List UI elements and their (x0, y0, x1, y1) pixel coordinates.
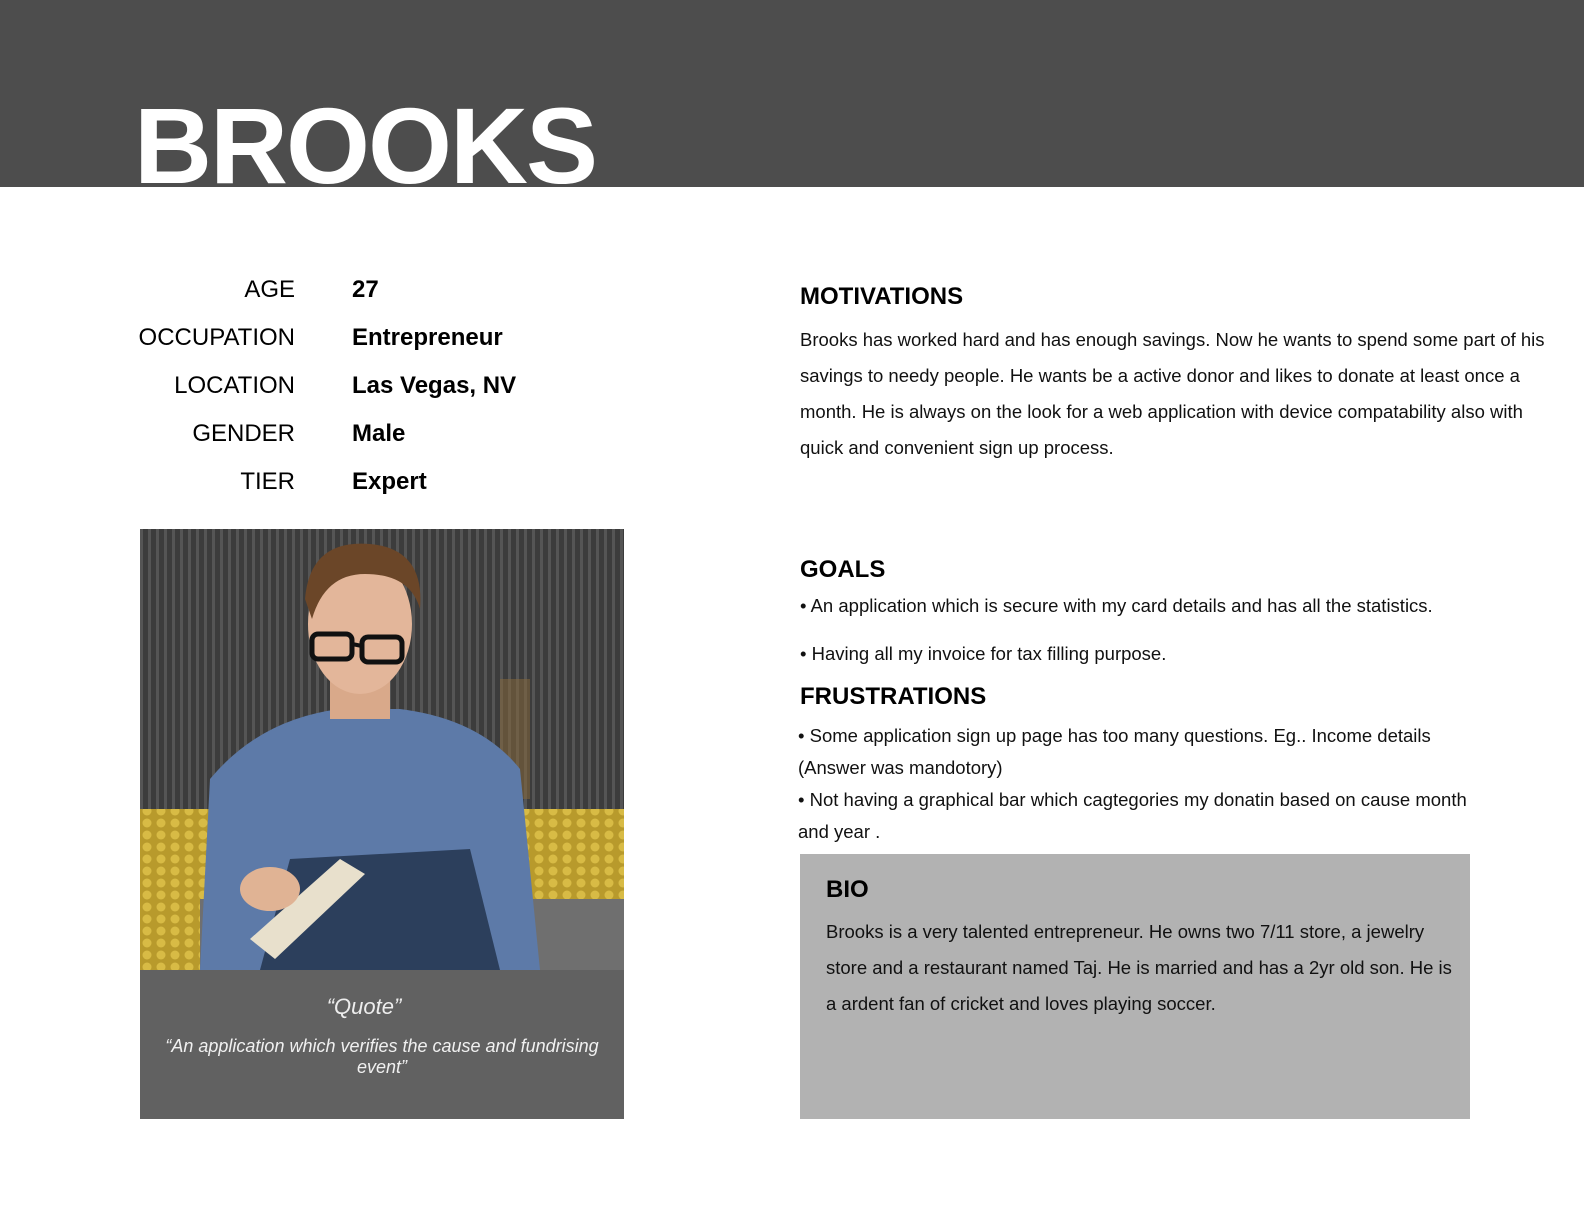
fact-row-age (100, 276, 600, 324)
frustration-item: • Some application sign up page has too many questions. Eg.. Income details (Answer was mandotory) (798, 725, 1431, 778)
frustration-item: • Not having a graphical bar which cagtegories my donatin based on cause month and year . (798, 789, 1467, 842)
fact-label: OCCUPATION (138, 324, 295, 351)
fact-row-location (100, 372, 600, 420)
fact-value: Entrepreneur (352, 324, 503, 351)
persona-name: BROOKS (134, 85, 597, 187)
motivations-title: MOTIVATIONS (800, 283, 964, 310)
fact-label: TIER (240, 468, 295, 495)
persona-photo-icon (140, 529, 624, 970)
fact-value: Las Vegas, NV (352, 372, 517, 399)
goal-item: • Having all my invoice for tax filling purpose. (800, 643, 1167, 664)
fact-label: AGE (244, 276, 295, 303)
persona-facts (100, 276, 600, 516)
goal-item: • An application which is secure with my card details and has all the statistics. (800, 595, 1433, 616)
frustrations-title: FRUSTRATIONS (800, 683, 987, 710)
bio-box (800, 854, 1470, 1119)
fact-row-gender (100, 420, 600, 468)
fact-label: LOCATION (174, 372, 295, 399)
goals-title: GOALS (800, 556, 886, 583)
fact-row-tier (100, 468, 600, 516)
fact-value: Male (352, 420, 406, 447)
quote-box (140, 970, 624, 1119)
motivations-text: Brooks has worked hard and has enough savings. Now he wants to spend some part of his savings to needy people. He wants be a active donor and likes to donate at least once a month. He is always on the look for a web application with device compatability also with quick and convenient sign up process. (800, 329, 1545, 458)
persona-photo (140, 529, 624, 970)
fact-label: GENDER (192, 420, 295, 447)
quote-title: “Quote” (326, 994, 402, 1019)
bio-title: BIO (826, 876, 869, 903)
quote-text: “An application which verifies the cause and fundrising event” (165, 1036, 599, 1077)
fact-value: 27 (352, 276, 379, 303)
header-band (0, 0, 1584, 187)
bio-text: Brooks is a very talented entrepreneur. He owns two 7/11 store, a jewelry store and a restaurant named Taj. He is married and has a 2yr old son. He is a ardent fan of cricket and loves playing soccer. (826, 921, 1452, 1014)
fact-row-occupation (100, 324, 600, 372)
fact-value: Expert (352, 468, 427, 495)
